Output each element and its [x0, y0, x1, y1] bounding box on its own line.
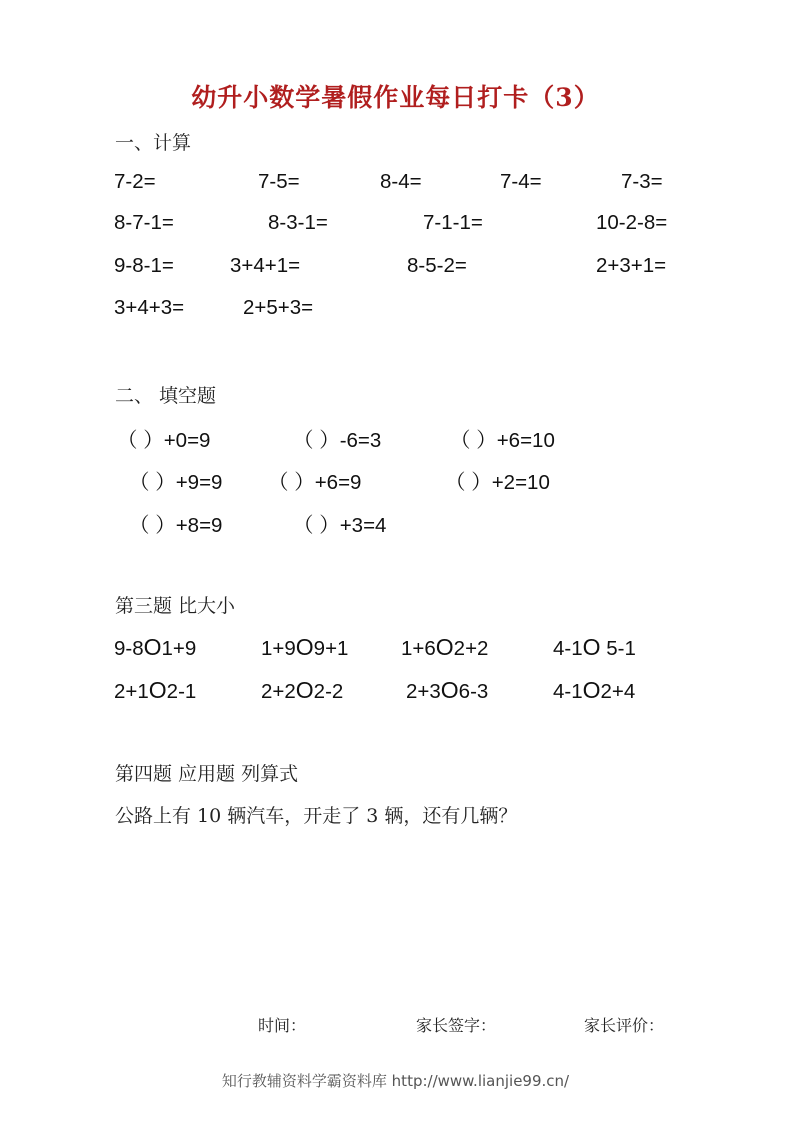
compare-left: 9-8 — [114, 637, 144, 660]
compare-right: 2-1 — [166, 680, 197, 703]
word-problem: 公路上有 10 辆汽车，开走了 3 辆，还有几辆？ — [115, 805, 518, 827]
watermark-text: 知行教辅资料学霸资料库 http://www.lianjie99.cn/ — [221, 1072, 570, 1090]
compare-right: 6-3 — [458, 680, 489, 703]
section4-heading: 第四题 应用题 列算式 — [115, 763, 299, 785]
time-label: 时间： — [258, 1016, 307, 1035]
compare-left: 2+2 — [261, 680, 296, 703]
calc-problem: 7-5= — [258, 170, 300, 193]
section2-heading: 二、 填空题 — [115, 385, 217, 407]
fill-blank-problem: （ ）+2=10 — [445, 471, 550, 494]
calc-problem: 8-5-2= — [407, 254, 467, 277]
compare-problem — [406, 677, 488, 704]
calc-problem: 2+3+1= — [596, 254, 667, 277]
compare-left: 4-1 — [553, 680, 583, 703]
fill-blank-problem: （ ）+3=4 — [293, 514, 387, 537]
compare-right: 1+9 — [161, 637, 197, 660]
calc-problem: 3+4+1= — [230, 254, 301, 277]
compare-circle[interactable]: O — [295, 677, 314, 703]
compare-left: 2+1 — [114, 680, 149, 703]
parent-review-label: 家长评价： — [584, 1016, 665, 1035]
compare-problem — [261, 634, 348, 661]
calc-problem: 3+4+3= — [114, 296, 185, 319]
compare-right: 2+4 — [600, 680, 636, 703]
compare-right: 5-1 — [600, 637, 636, 660]
fill-blank-problem: （ ）+0=9 — [117, 429, 211, 452]
fill-blank-problem: （ ）+8=9 — [129, 514, 223, 537]
compare-problem — [114, 634, 196, 661]
calc-problem: 8-4= — [380, 170, 422, 193]
compare-problem — [553, 634, 636, 661]
fill-blank-problem: （ ）+6=9 — [268, 471, 362, 494]
compare-right: 9+1 — [313, 637, 349, 660]
calc-problem: 8-3-1= — [268, 211, 328, 234]
compare-right: 2+2 — [453, 637, 489, 660]
calc-problem: 7-4= — [500, 170, 542, 193]
compare-circle[interactable]: O — [440, 677, 459, 703]
compare-circle[interactable]: O — [435, 634, 454, 660]
compare-right: 2-2 — [313, 680, 344, 703]
compare-circle[interactable]: O — [582, 677, 601, 703]
compare-left: 1+9 — [261, 637, 296, 660]
section1-heading: 一、计算 — [115, 132, 192, 154]
compare-left: 2+3 — [406, 680, 441, 703]
calc-problem: 8-7-1= — [114, 211, 174, 234]
compare-problem — [553, 677, 635, 704]
compare-circle[interactable]: O — [295, 634, 314, 660]
compare-problem — [261, 677, 343, 704]
compare-left: 1+6 — [401, 637, 436, 660]
section3-heading: 第三题 比大小 — [115, 595, 236, 617]
page-title: 幼升小数学暑假作业每日打卡（3） — [191, 83, 600, 112]
calc-problem: 9-8-1= — [114, 254, 174, 277]
compare-left: 4-1 — [553, 637, 583, 660]
calc-problem: 10-2-8= — [596, 211, 668, 234]
compare-circle[interactable]: O — [148, 677, 167, 703]
compare-circle[interactable]: O — [582, 634, 601, 660]
calc-problem: 2+5+3= — [243, 296, 314, 319]
fill-blank-problem: （ ）+6=10 — [450, 429, 555, 452]
fill-blank-problem: （ ）-6=3 — [293, 429, 382, 452]
calc-problem: 7-2= — [114, 170, 156, 193]
fill-blank-problem: （ ）+9=9 — [129, 471, 223, 494]
compare-problem — [114, 677, 196, 704]
compare-problem — [401, 634, 488, 661]
parent-signature-label: 家长签字： — [416, 1016, 497, 1035]
calc-problem: 7-1-1= — [423, 211, 483, 234]
calc-problem: 7-3= — [621, 170, 663, 193]
compare-circle[interactable]: O — [143, 634, 162, 660]
